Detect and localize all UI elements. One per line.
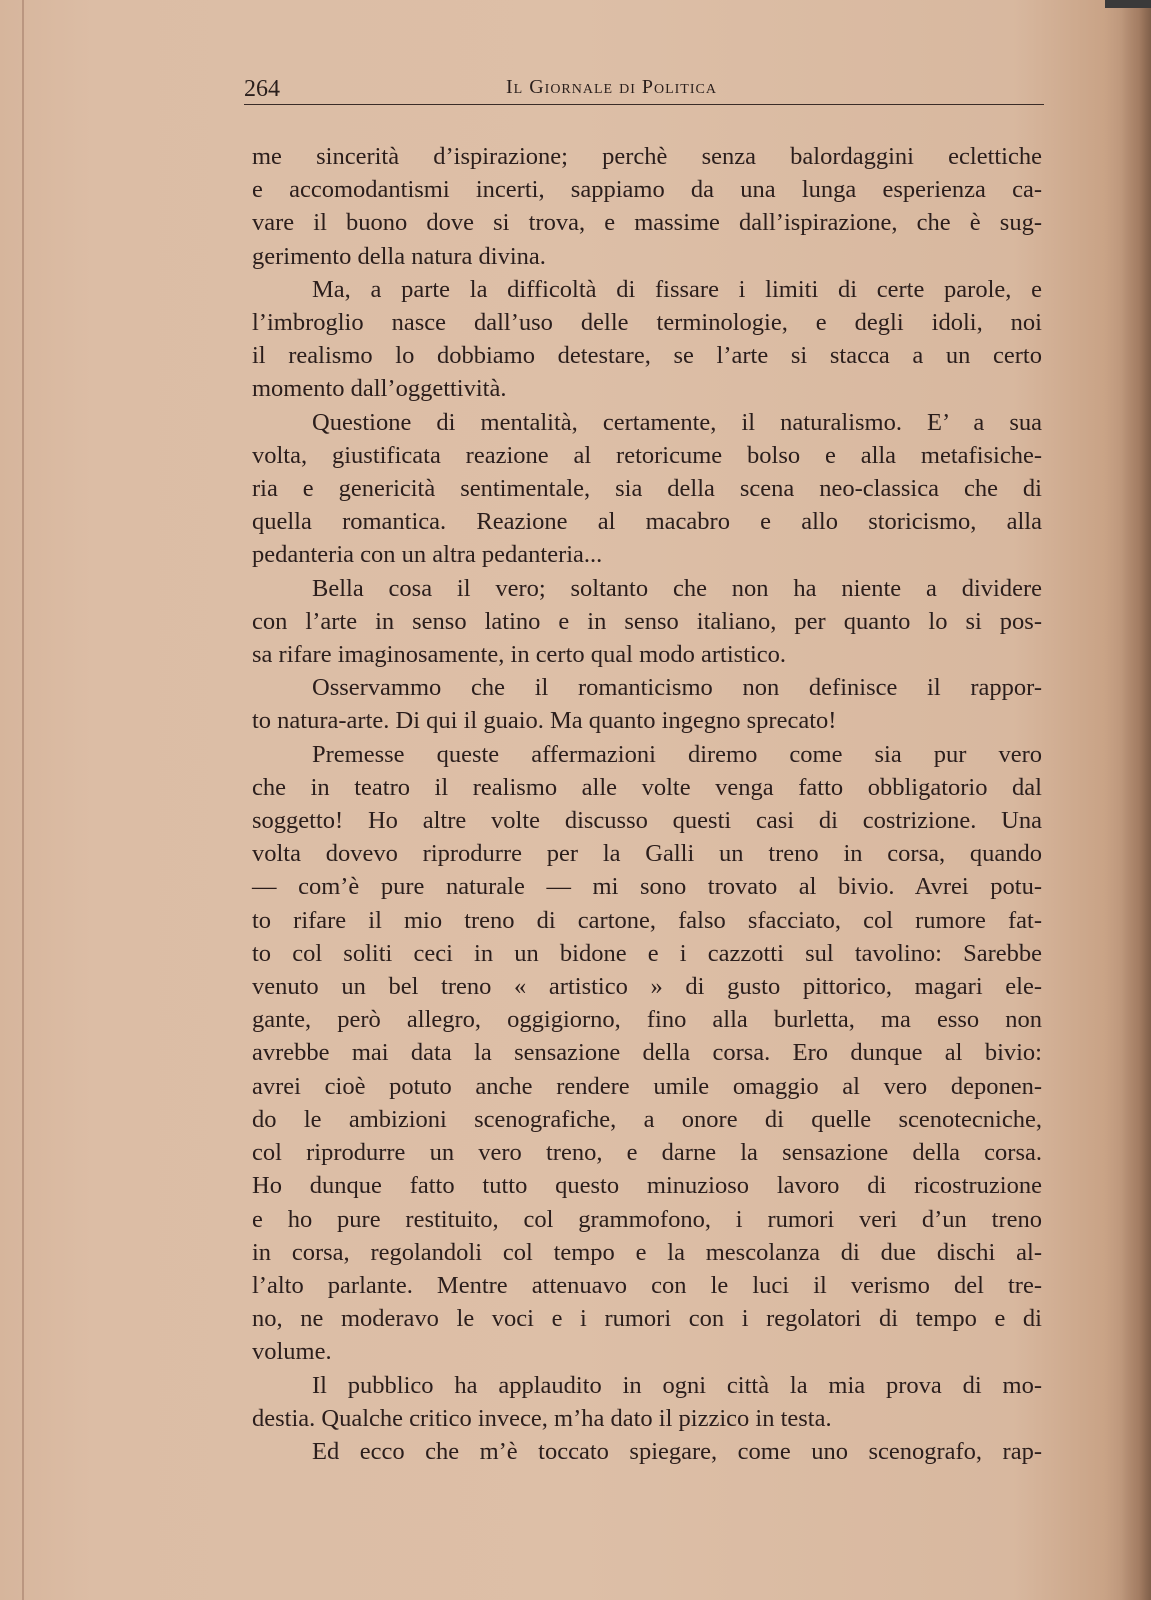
text-line: e ho pure restituito, col grammofono, i rumori veri d’un treno [252, 1205, 1042, 1233]
page-edge-shadow [1121, 0, 1151, 1600]
text-line: Ho dunque fatto tutto questo minuzioso lavoro di ricostruzione [252, 1172, 1042, 1200]
text-line: gerimento della natura divina. [252, 242, 546, 270]
page-number: 264 [244, 76, 280, 102]
text-line: gante, però allegro, oggigiorno, fino alla burletta, ma esso non [252, 1006, 1042, 1034]
page-header [244, 76, 1044, 106]
text-line: avrei cioè potuto anche rendere umile omaggio al vero deponen- [252, 1072, 1042, 1100]
scan-corner [1105, 0, 1151, 8]
text-line: quella romantica. Reazione al macabro e allo storicismo, alla [252, 508, 1042, 536]
text-line: me sincerità d’ispirazione; perchè senza balordaggini eclettiche [252, 143, 1042, 170]
text-line: soggetto! Ho altre volte discusso questi casi di costrizione. Una [252, 807, 1042, 835]
text-line: — com’è pure naturale — mi sono trovato al bivio. Avrei potu- [252, 873, 1042, 901]
text-line: volta dovevo riprodurre per la Galli un treno in corsa, quando [252, 840, 1042, 868]
text-line: il realismo lo dobbiamo detestare, se l’arte si stacca a un certo [252, 342, 1042, 370]
text-line: momento dall’oggettività. [252, 375, 507, 403]
text-line: Questione di mentalità, certamente, il naturalismo. E’ a sua [312, 408, 1042, 436]
text-line: Premesse queste affermazioni diremo come sia pur vero [312, 740, 1042, 768]
text-line: pedanteria con un altra pedanteria... [252, 541, 603, 569]
text-line: in corsa, regolandoli col tempo e la mescolanza di due dischi al- [252, 1238, 1042, 1266]
text-line: Bella cosa il vero; soltanto che non ha niente a dividere [312, 574, 1042, 602]
text-line: col riprodurre un vero treno, e darne la sensazione della corsa. [252, 1139, 1042, 1167]
text-line: Ma, a parte la difficoltà di fissare i limiti di certe parole, e [312, 275, 1042, 303]
text-line: l’alto parlante. Mentre attenuavo con le luci il verismo del tre- [252, 1271, 1042, 1299]
body-text [252, 140, 1042, 1468]
text-line: con l’arte in senso latino e in senso italiano, per quanto lo si pos- [252, 607, 1042, 635]
text-line: che in teatro il realismo alle volte venga fatto obbligatorio dal [252, 773, 1042, 801]
text-line: to natura-arte. Di qui il guaio. Ma quanto ingegno sprecato! [252, 707, 837, 735]
text-line: l’imbroglio nasce dall’uso delle terminologie, e degli idoli, noi [252, 309, 1042, 337]
text-line: sa rifare imaginosamente, in certo qual modo artistico. [252, 641, 787, 669]
text-line: Il pubblico ha applaudito in ogni città la mia prova di mo- [312, 1371, 1042, 1399]
text-line: ria e genericità sentimentale, sia della scena neo-classica che di [252, 475, 1042, 503]
text-line: e accomodantismi incerti, sappiamo da una lunga esperienza ca- [252, 176, 1042, 204]
page-fold-line [22, 0, 24, 1600]
text-line: volta, giustificata reazione al retoricume bolso e alla metafisiche- [252, 441, 1042, 469]
text-line: Ed ecco che m’è toccato spiegare, come uno scenografo, rap- [312, 1437, 1042, 1465]
text-line: avrebbe mai data la sensazione della corsa. Ero dunque al bivio: [252, 1039, 1042, 1067]
text-line: to rifare il mio treno di cartone, falso sfacciato, col rumore fat- [252, 906, 1042, 934]
text-line: to col soliti ceci in un bidone e i cazzotti sul tavolino: Sarebbe [252, 939, 1042, 967]
running-title: Il Giornale di Politica [506, 76, 717, 98]
text-line: no, ne moderavo le voci e i rumori con i regolatori di tempo e di [252, 1305, 1042, 1333]
text-line: volume. [252, 1338, 332, 1366]
text-line: destia. Qualche critico invece, m’ha dato il pizzico in testa. [252, 1404, 832, 1432]
text-line: Osservammo che il romanticismo non definisce il rappor- [312, 674, 1042, 702]
header-rule [244, 104, 1044, 105]
text-line: do le ambizioni scenografiche, a onore di quelle scenotecniche, [252, 1105, 1042, 1133]
text-line: vare il buono dove si trova, e massime dall’ispirazione, che è sug- [252, 209, 1042, 237]
text-line: venuto un bel treno « artistico » di gusto pittorico, magari ele- [252, 973, 1042, 1001]
